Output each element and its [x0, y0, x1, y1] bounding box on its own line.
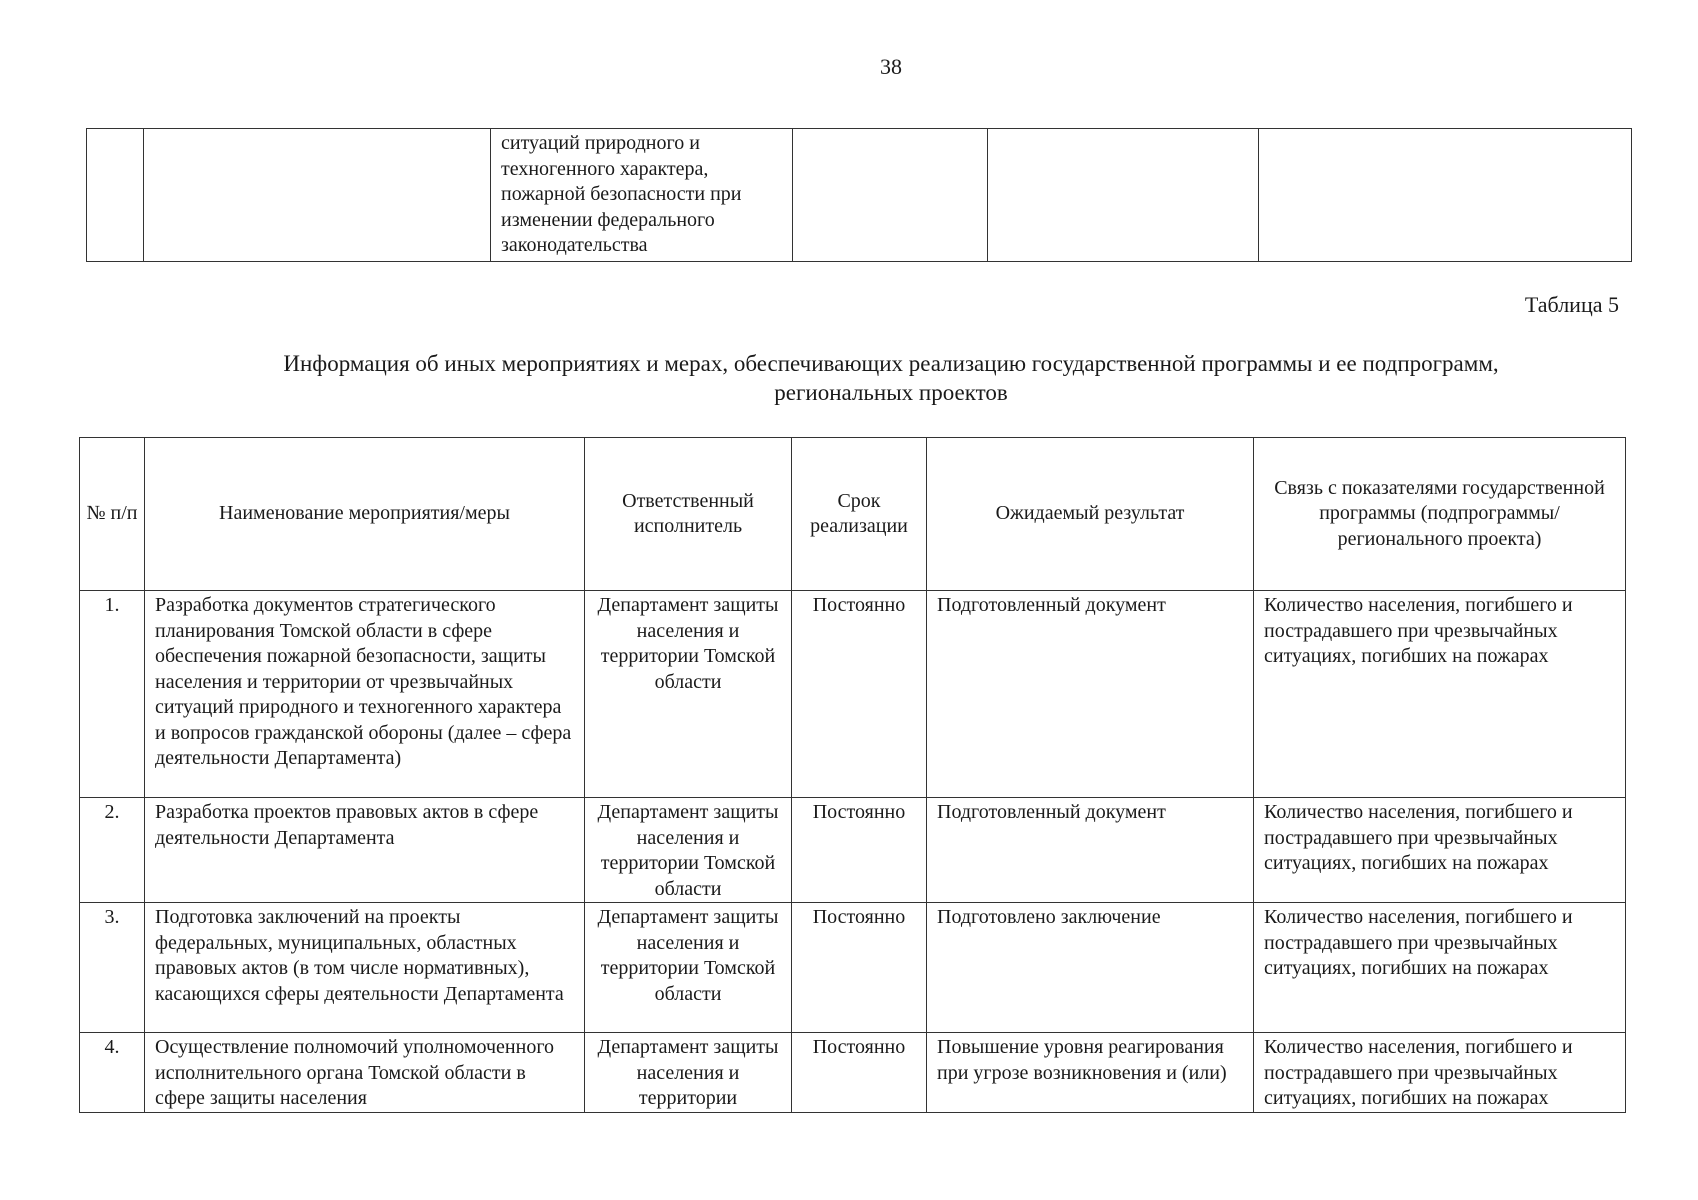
table-heading-line-1: Информация об иных мероприятиях и мерах, обеспечивающих реализацию государственной программы и ее подпрограмм,	[283, 351, 1499, 376]
table-label: Таблица 5	[1524, 292, 1619, 317]
table-heading-line-2: региональных проектов	[774, 380, 1008, 405]
row-result: Подготовленный документ	[927, 798, 1254, 903]
table-cell	[87, 129, 144, 262]
column-header-link: Связь с показателями государственной программы (подпрограммы/регионального проекта)	[1254, 438, 1626, 591]
row-number: 4.	[80, 1033, 145, 1113]
column-header-result: Ожидаемый результат	[927, 438, 1254, 591]
row-link: Количество населения, погибшего и пострадавшего при чрезвычайных ситуациях, погибших на пожарах	[1254, 903, 1626, 1033]
table-cell	[988, 129, 1259, 262]
column-header-term: Срок реализации	[792, 438, 927, 591]
row-link: Количество населения, погибшего и пострадавшего при чрезвычайных ситуациях, погибших на пожарах	[1254, 591, 1626, 798]
table-cell	[793, 129, 988, 262]
row-executor: Департамент защиты населения и территории	[585, 1033, 792, 1113]
table-row	[80, 903, 1626, 1033]
column-header-executor: Ответственный исполнитель	[585, 438, 792, 591]
table-header-row	[80, 438, 1626, 591]
column-header-name: Наименование мероприятия/меры	[145, 438, 585, 591]
row-name: Подготовка заключений на проекты федеральных, муниципальных, областных правовых актов (в том числе нормативных), касающихся сферы деятельности Департамента	[145, 903, 585, 1033]
row-executor: Департамент защиты населения и территории Томской области	[585, 591, 792, 798]
row-result: Повышение уровня реагирования при угрозе возникновения и (или)	[927, 1033, 1254, 1113]
row-executor: Департамент защиты населения и территории Томской области	[585, 798, 792, 903]
row-number: 3.	[80, 903, 145, 1033]
table-cell	[144, 129, 491, 262]
table-row	[80, 591, 1626, 798]
row-name: Разработка проектов правовых актов в сфере деятельности Департамента	[145, 798, 585, 903]
row-executor: Департамент защиты населения и территории Томской области	[585, 903, 792, 1033]
row-result: Подготовлено заключение	[927, 903, 1254, 1033]
continuation-table	[86, 128, 1632, 262]
row-term: Постоянно	[792, 798, 927, 903]
page-number: 38	[880, 54, 902, 79]
measures-table	[79, 437, 1626, 1113]
table-row	[80, 798, 1626, 903]
column-header-number: № п/п	[80, 438, 145, 591]
row-name: Разработка документов стратегического планирования Томской области в сфере обеспечения пожарной безопасности, защиты населения и территории от чрезвычайных ситуаций природного и техногенного характера и вопросов гражданской обороны (далее – сфера деятельности Департамента)	[145, 591, 585, 798]
row-name: Осуществление полномочий уполномоченного исполнительного органа Томской области в сфере защиты населения	[145, 1033, 585, 1113]
table-heading	[86, 349, 1696, 407]
row-term: Постоянно	[792, 591, 927, 798]
table-row	[87, 129, 1632, 262]
row-result: Подготовленный документ	[927, 591, 1254, 798]
row-number: 1.	[80, 591, 145, 798]
row-link: Количество населения, погибшего и пострадавшего при чрезвычайных ситуациях, погибших на пожарах	[1254, 1033, 1626, 1113]
continuation-cell-text: ситуаций природного и техногенного характера, пожарной безопасности при изменении федерального законодательства	[491, 129, 793, 262]
row-number: 2.	[80, 798, 145, 903]
row-term: Постоянно	[792, 1033, 927, 1113]
table-row	[80, 1033, 1626, 1113]
table-cell	[1259, 129, 1632, 262]
row-link: Количество населения, погибшего и пострадавшего при чрезвычайных ситуациях, погибших на пожарах	[1254, 798, 1626, 903]
row-term: Постоянно	[792, 903, 927, 1033]
